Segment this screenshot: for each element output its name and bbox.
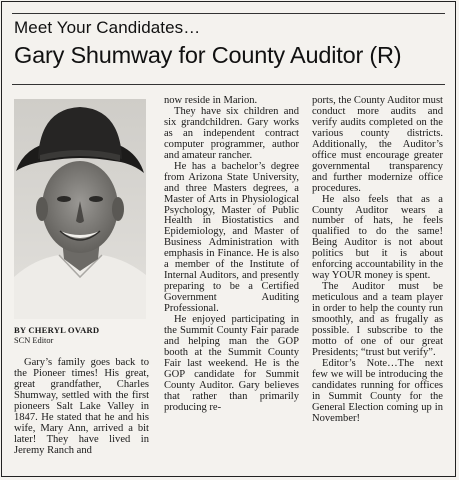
section-kicker: Meet Your Candidates… <box>14 18 201 37</box>
paragraph: He has a bachelor’s degree from Arizona State University, and three Masters degrees, a Master of Arts in Physiological Psychology, Master of Public Health in Biostatistics and Epidemiology, and Master of Business Administration with emphasis in Finance. He is also a member of the Institute of Internal Auditors, and presently preparing to be a Certified Government Auditing Professional. <box>164 160 299 315</box>
candidate-photo <box>14 99 146 319</box>
headline-rule <box>12 84 445 85</box>
paragraph: Gary’s family goes back to the Pioneer times! His great, great grandfather, Charles Shumway, settled with the first pioneers Salt Lake Valley in 1847. He stated that he and his wife, Mary Ann, arrived a bit later! They have lived in Jeremy Ranch and <box>14 357 149 456</box>
column-2 <box>164 96 299 414</box>
paragraph: ports, the County Auditor must conduct more audits and verify audits completed on the various county districts. Additionally, the Auditor’s office must encourage greater governmental transparency and further modernize office procedures. <box>312 95 443 194</box>
byline-author: BY CHERYL OVARD <box>14 325 100 335</box>
top-rule <box>12 13 445 14</box>
paragraph: He also feels that as a County Auditor wears a number of hats, he feels qualified to do the same! Being Auditor is not about politics but it is about enforcing accountability in the way YOUR money is spent. <box>312 193 443 282</box>
column-1 <box>14 358 149 457</box>
column-3 <box>312 96 443 425</box>
paragraph: He enjoyed participating in the Summit County Fair parade and helping man the GOP booth at the Summit County Fair last weekend. He is the GOP candidate for Summit County Auditor. Gary believes that rather than primarily producing re- <box>164 314 299 413</box>
paragraph: They have six children and six grandchildren. Gary works as an independent contract computer programmer, author and amateur rancher. <box>164 105 299 161</box>
byline-title: SCN Editor <box>14 336 54 345</box>
paragraph: The Auditor must be meticulous and a team player in order to help the county run smoothly, and as frugally as possible. I subscribe to the motto of one of our great Presidents; “trust but verify”. <box>312 281 443 358</box>
paragraph: now reside in Marion. <box>164 95 258 106</box>
paragraph: Editor’s Note…The next few we will be introducing the candidates running for offices in Summit County for the General Election coming up in November! <box>312 357 443 424</box>
article-headline: Gary Shumway for County Auditor (R) <box>14 42 402 68</box>
